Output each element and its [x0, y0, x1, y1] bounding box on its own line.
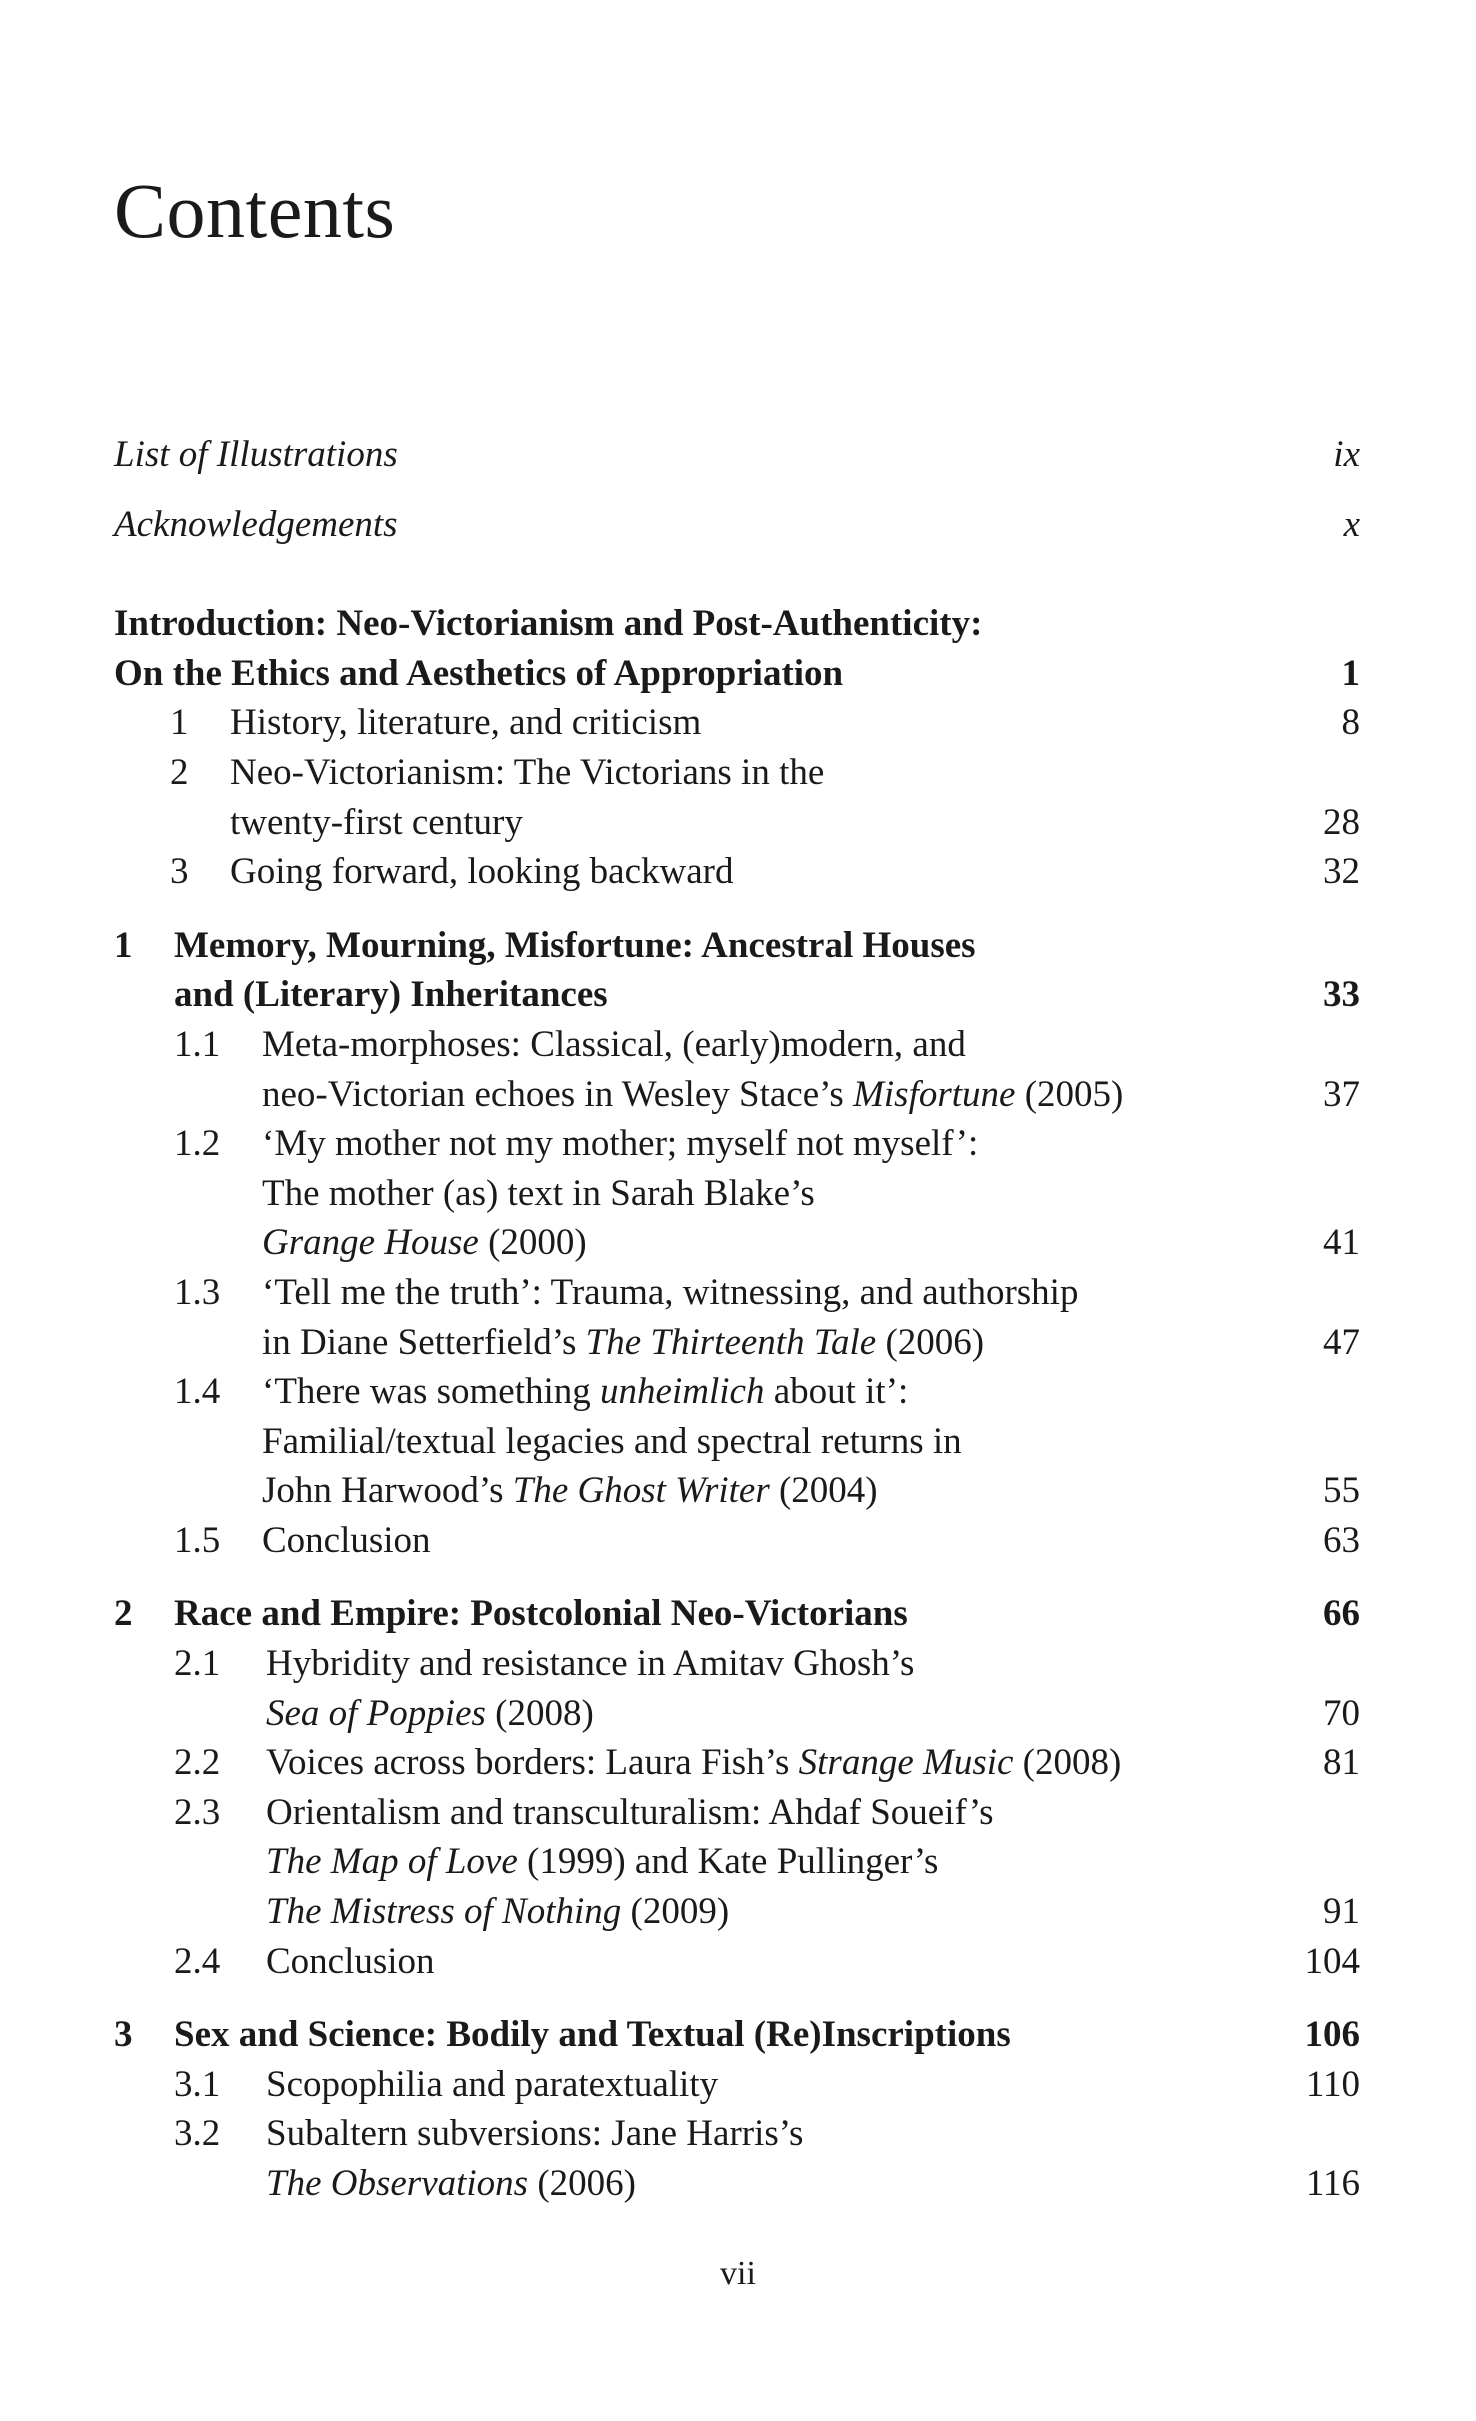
title-text: Voices across borders: Laura Fish’s	[266, 1742, 799, 1784]
toc-section[interactable]	[114, 847, 1360, 897]
toc-section[interactable]	[114, 1738, 1360, 1788]
title-text: (2008)	[485, 1692, 594, 1734]
page-number: 106	[1304, 2014, 1360, 2056]
work-title: The Mistress of Nothing	[266, 1891, 622, 1933]
toc-chapter-1	[114, 921, 1360, 1566]
title-text: (2006)	[876, 1321, 985, 1363]
chapter-title-line: Race and Empire: Postcolonial Neo-Victorians	[174, 1593, 908, 1635]
section-title: Familial/textual legacies and spectral returns in	[262, 1420, 962, 1462]
chapter-title[interactable]	[114, 921, 1360, 1020]
page-number: 33	[1323, 974, 1360, 1016]
toc-section[interactable]	[114, 698, 1360, 748]
toc-section[interactable]	[114, 2060, 1360, 2110]
section-title: Conclusion	[262, 1519, 431, 1561]
section-number: 2	[170, 751, 189, 793]
emphasis-text: unheimlich	[600, 1371, 765, 1413]
section-title	[266, 2159, 1240, 2209]
section-title	[262, 1070, 1240, 1120]
chapter-title-line: Sex and Science: Bodily and Textual (Re)Inscriptions	[174, 2014, 1011, 2056]
title-text: (1999) and Kate Pullinger’s	[517, 1841, 939, 1883]
page-number: 81	[1323, 1742, 1360, 1784]
page-number: 55	[1323, 1470, 1360, 1512]
page-number: 1	[1341, 652, 1360, 694]
title-text: (2009)	[621, 1891, 730, 1933]
toc-entry-list-of-illustrations[interactable]	[114, 430, 1360, 480]
work-title: The Thirteenth Tale	[585, 1321, 877, 1363]
title-text: ‘There was something	[262, 1371, 601, 1413]
page-number: 70	[1323, 1692, 1360, 1734]
toc-section[interactable]	[114, 1367, 1360, 1516]
page-number: 66	[1323, 1593, 1360, 1635]
toc-section[interactable]	[114, 1020, 1360, 1119]
section-title	[266, 1887, 1240, 1937]
page-number: 28	[1323, 801, 1360, 843]
section-title: ‘Tell me the truth’: Trauma, witnessing, and authorship	[262, 1271, 1079, 1313]
section-title: Conclusion	[266, 1940, 435, 1982]
chapter-number: 2	[114, 1593, 133, 1635]
chapter-title-line: and (Literary) Inheritances	[174, 974, 608, 1016]
page-number: 110	[1305, 2063, 1360, 2105]
section-number: 1.2	[174, 1123, 221, 1165]
section-title	[262, 1466, 1240, 1516]
work-title: Strange Music	[798, 1742, 1014, 1784]
toc-chapter-2	[114, 1589, 1360, 1986]
title-text: (2005)	[1015, 1073, 1124, 1115]
section-number: 1.3	[174, 1271, 221, 1313]
section-number: 1	[170, 702, 189, 744]
title-text: about it’:	[764, 1371, 909, 1413]
page-number: 41	[1323, 1222, 1360, 1264]
page-number: 104	[1304, 1940, 1360, 1982]
title-text: (2008)	[1013, 1742, 1122, 1784]
section-title: ‘My mother not my mother; myself not myself’:	[262, 1123, 979, 1165]
toc-section[interactable]	[114, 1119, 1360, 1268]
section-number: 1.4	[174, 1371, 221, 1413]
section-number: 2.3	[174, 1791, 221, 1833]
section-number: 3	[170, 851, 189, 893]
title-text: neo-Victorian echoes in Wesley Stace’s	[262, 1073, 854, 1115]
work-title: Grange House	[262, 1222, 479, 1264]
page-folio: vii	[720, 2255, 756, 2292]
toc-section[interactable]	[114, 1268, 1360, 1367]
chapter-title-line: Introduction: Neo-Victorianism and Post-Authenticity:	[114, 603, 983, 645]
toc-section[interactable]	[114, 1516, 1360, 1566]
section-title: Going forward, looking backward	[230, 851, 734, 893]
section-number: 1.5	[174, 1519, 221, 1561]
page-number: 91	[1323, 1891, 1360, 1933]
toc-section[interactable]	[114, 1639, 1360, 1738]
chapter-number: 3	[114, 2014, 133, 2056]
entry-label: Acknowledgements	[114, 503, 398, 545]
section-title: History, literature, and criticism	[230, 702, 702, 744]
title-text: (2004)	[769, 1470, 878, 1512]
page-number: 37	[1323, 1073, 1360, 1115]
chapter-title[interactable]	[114, 599, 1360, 698]
section-number: 2.1	[174, 1643, 221, 1685]
page-title: Contents	[114, 167, 396, 254]
section-title: Hybridity and resistance in Amitav Ghosh’s	[266, 1643, 915, 1685]
page-number: 63	[1323, 1519, 1360, 1561]
page-number: ix	[1333, 434, 1360, 475]
chapter-title[interactable]	[114, 1589, 1360, 1639]
toc-section[interactable]	[114, 2109, 1360, 2208]
section-title: Scopophilia and paratextuality	[266, 2063, 719, 2105]
section-title: Neo-Victorianism: The Victorians in the	[230, 751, 825, 793]
page-number: 116	[1305, 2163, 1360, 2204]
chapter-title-line: On the Ethics and Aesthetics of Appropriation	[114, 652, 844, 694]
page-number: x	[1343, 503, 1360, 545]
page-number: 32	[1323, 851, 1360, 893]
section-number: 3.1	[174, 2063, 221, 2105]
section-number: 3.2	[174, 2113, 221, 2155]
section-title: The mother (as) text in Sarah Blake’s	[262, 1172, 815, 1214]
section-title: Subaltern subversions: Jane Harris’s	[266, 2113, 804, 2155]
toc-introduction	[114, 599, 1360, 897]
chapter-title-line: Memory, Mourning, Misfortune: Ancestral Houses	[174, 924, 976, 966]
section-number: 2.4	[174, 1940, 221, 1982]
toc-entry-acknowledgements[interactable]	[114, 500, 1360, 550]
work-title: The Map of Love	[266, 1841, 518, 1883]
table-of-contents	[114, 430, 1360, 2209]
title-text: (2006)	[528, 2163, 636, 2204]
section-title	[266, 1738, 1240, 1788]
title-text: (2000)	[478, 1222, 587, 1264]
section-title	[266, 1689, 1240, 1739]
chapter-title[interactable]	[114, 2010, 1360, 2060]
work-title: Misfortune	[853, 1073, 1016, 1115]
section-title	[262, 1318, 1240, 1368]
section-title	[266, 1837, 1240, 1887]
toc-section[interactable]	[114, 748, 1360, 847]
section-title: Orientalism and transculturalism: Ahdaf Soueif’s	[266, 1791, 994, 1833]
work-title: The Observations	[266, 2163, 529, 2204]
chapter-number: 1	[114, 924, 133, 966]
title-text: in Diane Setterfield’s	[262, 1321, 586, 1363]
page-number: 8	[1341, 702, 1360, 744]
section-number: 1.1	[174, 1023, 221, 1065]
section-title: twenty-first century	[230, 801, 523, 843]
page-number: 47	[1323, 1321, 1360, 1363]
toc-section[interactable]	[114, 1937, 1360, 1987]
title-text: John Harwood’s	[262, 1470, 513, 1512]
work-title: Sea of Poppies	[266, 1692, 486, 1734]
section-number: 2.2	[174, 1742, 221, 1784]
section-title	[262, 1218, 1240, 1268]
work-title: The Ghost Writer	[512, 1470, 770, 1512]
entry-label: List of Illustrations	[114, 434, 398, 475]
toc-chapter-3	[114, 2010, 1360, 2208]
section-title	[262, 1367, 1240, 1417]
toc-section[interactable]	[114, 1788, 1360, 1937]
section-title: Meta-morphoses: Classical, (early)modern, and	[262, 1023, 966, 1065]
